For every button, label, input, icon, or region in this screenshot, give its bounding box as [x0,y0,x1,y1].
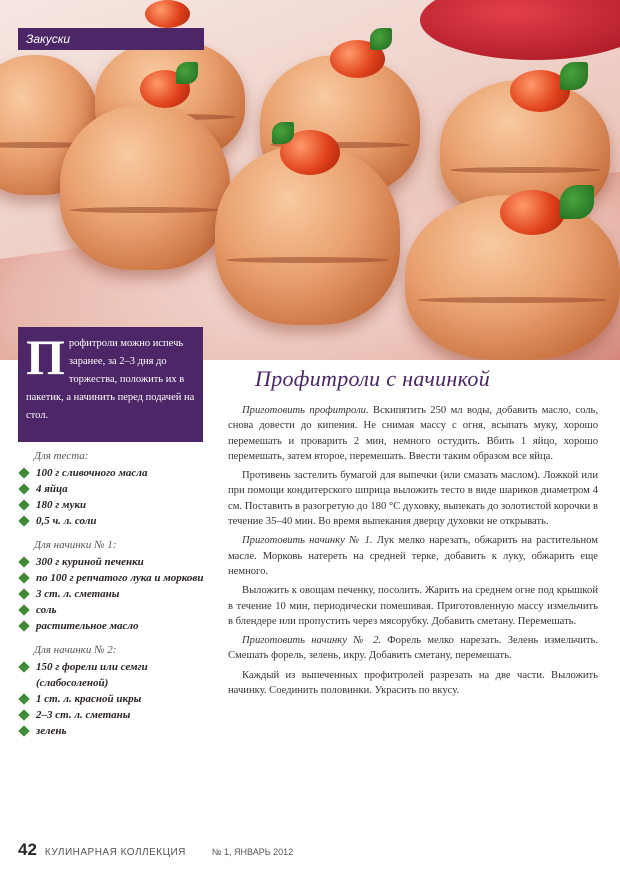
filling2-list [20,659,210,739]
bullet-icon [18,693,29,704]
list-item: 1 ст. л. красной икры [20,691,210,707]
bullet-icon [18,604,29,615]
recipe-paragraph: Противень застелить бумагой для выпечки (или смазать маслом). Ложкой или при помощи кондитерского шприца выложить тесто в виде шариков диаметром 4 см. Поставить в разогретую до 180 °С духовку, выпекать до золотистой корочки в течение 35–40 мин. Во время выпекания дверцу духовки не открывать. [228,470,598,528]
dough-heading: Для теста: [34,450,89,462]
section-tag: Закуски [18,28,204,50]
list-item: 4 яйца [20,481,210,497]
list-item: растительное масло [20,618,210,634]
parsley-leaf [560,185,594,219]
recipe-body [228,403,598,702]
filling1-list [20,554,210,634]
list-item: соль [20,602,210,618]
list-item: по 100 г репчатого лука и моркови [20,570,210,586]
list-item: 3 ст. л. сметаны [20,586,210,602]
bullet-icon [18,499,29,510]
drop-cap: П [26,329,65,385]
bullet-icon [18,661,29,672]
dough-list [20,465,210,529]
bullet-icon [18,620,29,631]
list-item: 2–3 ст. л. сметаны [20,707,210,723]
filling2-heading: Для начинки № 2: [34,644,117,656]
ingredients-column [20,450,210,749]
bullet-icon [18,556,29,567]
recipe-paragraph: Выложить к овощам печенку, посолить. Жарить на среднем огне под крышкой в течение 10 мин, периодически помешивая. Приготовленную массу измельчить в блендере или пропустить через мясорубку. Добавить сметану. Перемешать. [228,585,598,627]
list-item: 300 г куриной печенки [20,554,210,570]
bullet-icon [18,572,29,583]
page-footer [18,840,293,860]
issue-label: № 1, ЯНВАРЬ 2012 [211,847,294,857]
caviar [500,190,565,235]
list-item: 0,5 ч. л. соли [20,513,210,529]
list-item: 180 г муки [20,497,210,513]
bullet-icon [18,725,29,736]
bullet-icon [18,483,29,494]
list-item: 100 г сливочного масла [20,465,210,481]
recipe-photo [0,0,620,360]
parsley-leaf [560,62,588,90]
parsley-leaf [176,62,198,84]
recipe-title: Профитроли с начинкой [255,366,490,391]
parsley-leaf [370,28,392,50]
caviar [145,0,190,28]
recipe-paragraph: Приготовить профитроли. Вскипятить 250 мл воды, добавить масло, соль, снова довести до кипения. Не снимая массу с огня, всыпать муку, хорошо перемешать и проварить 2 мин, немного остудить. Вбить 1 яйцо, хорошо перемешать, затем второе, перемешать. Ввести таким образом все яйца. [228,405,599,462]
list-item: зелень [20,723,210,739]
tip-box [18,327,203,442]
red-pepper [420,0,620,60]
recipe-paragraph: Каждый из выпеченных профитролей разрезать на две части. Выложить начинку. Соединить половинки. Украсить по вкусу. [228,669,598,697]
bullet-icon [18,709,29,720]
recipe-paragraph: Приготовить начинку № 1. Лук мелко нарезать, обжарить на растительном масле. Морковь натереть на средней терке, добавить к луку, обжарить еще немного. [228,535,598,577]
tip-text: рофитроли можно испечь заранее, за 2–3 дня до торжества, положить их в пакетик, а начинить перед подачей на стол. [26,338,195,421]
page-number: 42 [18,840,37,859]
bullet-icon [18,515,29,526]
filling1-heading: Для начинки № 1: [34,539,117,551]
magazine-name: КУЛИНАРНАЯ КОЛЛЕКЦИЯ [44,847,186,858]
parsley-leaf [272,122,294,144]
list-item: 150 г форели или семги (слабосоленой) [20,659,210,691]
recipe-paragraph: Приготовить начинку № 2. Форель мелко нарезать. Зелень измельчить. Смешать форель, зелень, икру. Добавить сметану, перемешать. [228,635,599,662]
bullet-icon [18,467,29,478]
profiterole [60,105,230,270]
bullet-icon [18,588,29,599]
